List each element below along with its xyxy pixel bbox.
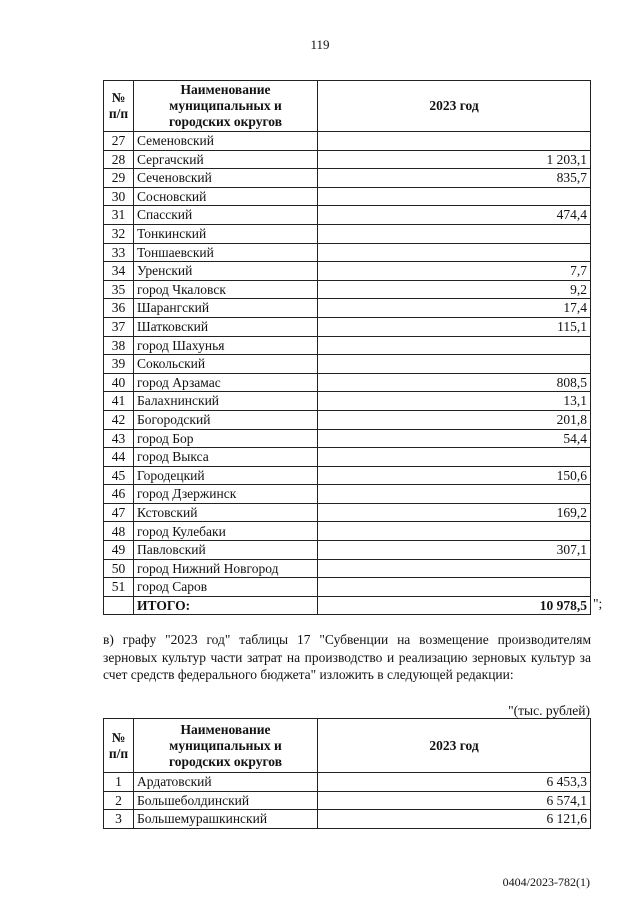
table-row bbox=[104, 299, 591, 318]
row-name: Сеченовский bbox=[134, 169, 318, 188]
row-value: 9,2 bbox=[318, 280, 591, 299]
row-number: 32 bbox=[104, 224, 134, 243]
row-number: 46 bbox=[104, 485, 134, 504]
subsidy-table-continued bbox=[103, 80, 591, 615]
row-name: город Шахунья bbox=[134, 336, 318, 355]
table-row bbox=[104, 503, 591, 522]
row-value bbox=[318, 448, 591, 467]
table-row bbox=[104, 262, 591, 281]
row-name: Сосновский bbox=[134, 187, 318, 206]
row-name: город Саров bbox=[134, 578, 318, 597]
table-row bbox=[104, 448, 591, 467]
row-name: город Кулебаки bbox=[134, 522, 318, 541]
row-value: 54,4 bbox=[318, 429, 591, 448]
table-header-row bbox=[104, 81, 591, 132]
row-name: Сокольский bbox=[134, 355, 318, 374]
table-row bbox=[104, 169, 591, 188]
row-number: 35 bbox=[104, 280, 134, 299]
row-number: 37 bbox=[104, 317, 134, 336]
table-row bbox=[104, 243, 591, 262]
row-number: 40 bbox=[104, 373, 134, 392]
row-name: Спасский bbox=[134, 206, 318, 225]
row-name: Тоншаевский bbox=[134, 243, 318, 262]
row-number: 34 bbox=[104, 262, 134, 281]
row-value: 7,7 bbox=[318, 262, 591, 281]
row-number: 48 bbox=[104, 522, 134, 541]
table-body bbox=[104, 773, 591, 829]
row-number: 45 bbox=[104, 466, 134, 485]
row-number: 38 bbox=[104, 336, 134, 355]
table-row bbox=[104, 132, 591, 151]
column-header-year: 2023 год bbox=[318, 81, 591, 132]
row-value bbox=[318, 559, 591, 578]
page-number: 119 bbox=[310, 37, 330, 52]
table-row bbox=[104, 206, 591, 225]
table-row bbox=[104, 522, 591, 541]
amendment-paragraph: в) графу "2023 год" таблицы 17 "Субвенции на возмещение производителям зерновых культур части затрат на производство и реализацию зерновых культур за счет средств федерального бюджета" изложить в следующей редакции: bbox=[103, 632, 591, 682]
row-number: 50 bbox=[104, 559, 134, 578]
row-name: город Чкаловск bbox=[134, 280, 318, 299]
row-value: 808,5 bbox=[318, 373, 591, 392]
row-number: 30 bbox=[104, 187, 134, 206]
table-row bbox=[104, 559, 591, 578]
row-value: 835,7 bbox=[318, 169, 591, 188]
row-value bbox=[318, 224, 591, 243]
row-name: город Бор bbox=[134, 429, 318, 448]
row-name: Шарангский bbox=[134, 299, 318, 318]
row-number: 29 bbox=[104, 169, 134, 188]
row-value: 6 574,1 bbox=[318, 791, 591, 810]
table-row bbox=[104, 791, 591, 810]
row-value: 307,1 bbox=[318, 541, 591, 560]
document-code: 0404/2023-782(1) bbox=[502, 875, 590, 889]
table-body bbox=[104, 132, 591, 597]
row-value bbox=[318, 355, 591, 374]
row-value bbox=[318, 336, 591, 355]
table-row bbox=[104, 280, 591, 299]
table-row bbox=[104, 187, 591, 206]
row-value: 1 203,1 bbox=[318, 150, 591, 169]
column-header-num: № п/п bbox=[104, 81, 134, 132]
row-number: 42 bbox=[104, 410, 134, 429]
row-value bbox=[318, 485, 591, 504]
table-row bbox=[104, 336, 591, 355]
row-name: Большемурашкинский bbox=[134, 810, 318, 829]
table-row bbox=[104, 466, 591, 485]
closing-quote: "; bbox=[593, 596, 603, 611]
row-name: Городецкий bbox=[134, 466, 318, 485]
row-number: 28 bbox=[104, 150, 134, 169]
row-number: 44 bbox=[104, 448, 134, 467]
row-name: город Выкса bbox=[134, 448, 318, 467]
row-value bbox=[318, 187, 591, 206]
row-name: Уренский bbox=[134, 262, 318, 281]
total-label: ИТОГО: bbox=[134, 596, 318, 615]
row-number: 49 bbox=[104, 541, 134, 560]
row-number: 33 bbox=[104, 243, 134, 262]
column-header-num: № п/п bbox=[104, 719, 134, 773]
row-value bbox=[318, 132, 591, 151]
table-row bbox=[104, 485, 591, 504]
row-number: 36 bbox=[104, 299, 134, 318]
row-value bbox=[318, 578, 591, 597]
row-value: 13,1 bbox=[318, 392, 591, 411]
total-value: 10 978,5 bbox=[318, 596, 591, 615]
row-value bbox=[318, 243, 591, 262]
column-header-name: Наименование муниципальных и городских округов bbox=[134, 81, 318, 132]
row-value: 115,1 bbox=[318, 317, 591, 336]
row-name: Сергачский bbox=[134, 150, 318, 169]
row-value: 169,2 bbox=[318, 503, 591, 522]
table-row bbox=[104, 773, 591, 792]
row-number: 1 bbox=[104, 773, 134, 792]
row-value: 17,4 bbox=[318, 299, 591, 318]
table-row bbox=[104, 150, 591, 169]
grain-subsidy-table bbox=[103, 718, 591, 829]
row-name: город Арзамас bbox=[134, 373, 318, 392]
row-number: 31 bbox=[104, 206, 134, 225]
row-name: Семеновский bbox=[134, 132, 318, 151]
units-note: "(тыс. рублей) bbox=[508, 703, 590, 718]
table-row bbox=[104, 355, 591, 374]
row-value: 150,6 bbox=[318, 466, 591, 485]
column-header-year: 2023 год bbox=[318, 719, 591, 773]
table-row bbox=[104, 429, 591, 448]
row-name: Большеболдинский bbox=[134, 791, 318, 810]
row-value: 474,4 bbox=[318, 206, 591, 225]
row-number: 51 bbox=[104, 578, 134, 597]
row-number: 27 bbox=[104, 132, 134, 151]
row-number: 3 bbox=[104, 810, 134, 829]
row-name: Богородский bbox=[134, 410, 318, 429]
table-row bbox=[104, 810, 591, 829]
row-value bbox=[318, 522, 591, 541]
row-number: 43 bbox=[104, 429, 134, 448]
row-number: 39 bbox=[104, 355, 134, 374]
table-row bbox=[104, 373, 591, 392]
row-value: 6 453,3 bbox=[318, 773, 591, 792]
table-header-row bbox=[104, 719, 591, 773]
table-row bbox=[104, 578, 591, 597]
table-row bbox=[104, 224, 591, 243]
row-value: 6 121,6 bbox=[318, 810, 591, 829]
row-name: Кстовский bbox=[134, 503, 318, 522]
row-name: Шатковский bbox=[134, 317, 318, 336]
row-name: Ардатовский bbox=[134, 773, 318, 792]
row-name: город Дзержинск bbox=[134, 485, 318, 504]
row-name: город Нижний Новгород bbox=[134, 559, 318, 578]
row-name: Павловский bbox=[134, 541, 318, 560]
row-number: 47 bbox=[104, 503, 134, 522]
table-row bbox=[104, 392, 591, 411]
row-value: 201,8 bbox=[318, 410, 591, 429]
table-row bbox=[104, 541, 591, 560]
row-number: 41 bbox=[104, 392, 134, 411]
row-name: Тонкинский bbox=[134, 224, 318, 243]
row-name: Балахнинский bbox=[134, 392, 318, 411]
column-header-name: Наименование муниципальных и городских округов bbox=[134, 719, 318, 773]
table-row bbox=[104, 410, 591, 429]
table-row bbox=[104, 317, 591, 336]
total-num-cell bbox=[104, 596, 134, 615]
total-row bbox=[104, 596, 591, 615]
row-number: 2 bbox=[104, 791, 134, 810]
